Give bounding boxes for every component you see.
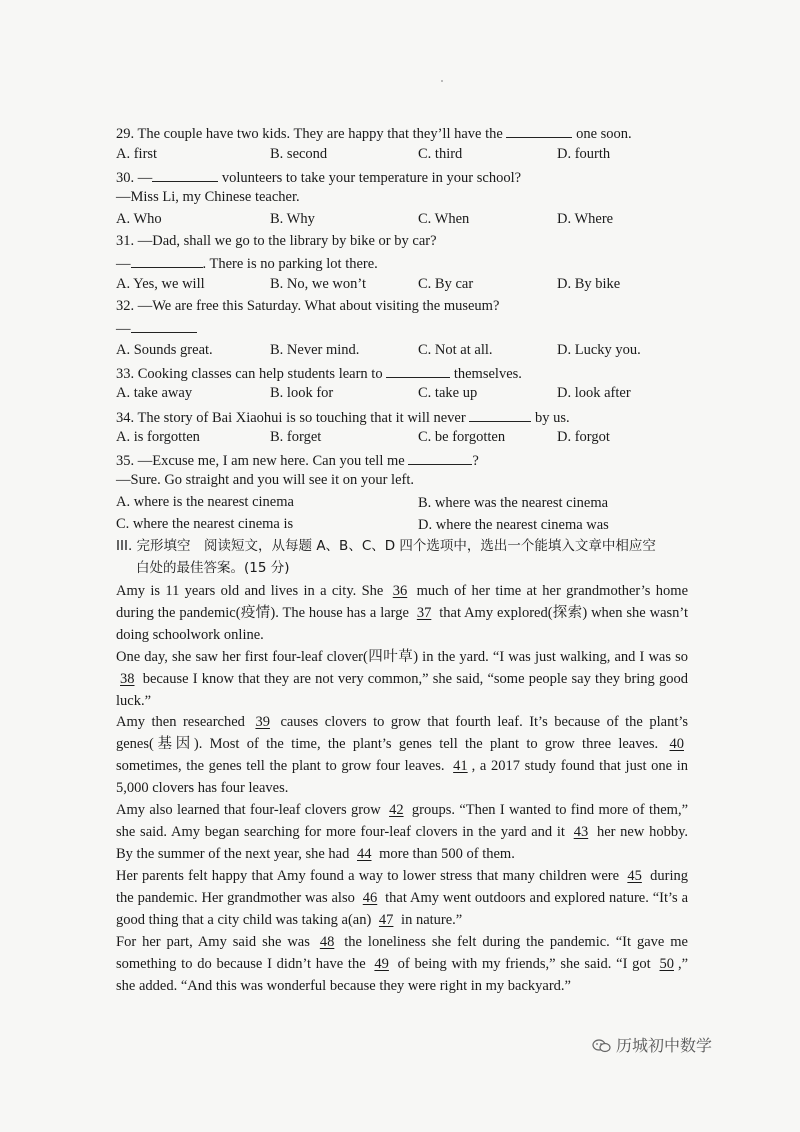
blank-number: 50 [659,956,674,972]
q30-stem-b: volunteers to take your temperature in your school? [221,170,522,186]
blank-number: 45 [627,868,642,884]
option-c: C. third [418,146,463,162]
option-a: A. Who [116,211,162,227]
passage-text: Amy also learned that four-leaf clovers grow [116,802,381,818]
passage-text: in nature.” [401,912,463,928]
q35-stem-a: 35. —Excuse me, I am new here. Can you tell me [116,453,405,469]
passage-text: during the pandemic. Her grandmother was also [116,868,688,906]
passage-text: that Amy went outdoors and explored nature. “It’s a good thing that a city child was taking a(an) [116,890,689,928]
blank-number: 36 [392,583,408,599]
option-a: A. is forgotten [116,429,200,445]
passage-text: because I know that they are not very common,” she said, “some people say they bring good luck.” [116,671,688,709]
blank-number: 41 [453,758,468,774]
section-3-instructions [116,535,686,579]
option-b: B. second [270,146,328,162]
answer-blank [131,253,203,268]
passage-paragraph-1 [116,580,688,646]
option-d: D. forgot [557,429,610,445]
option-c: C. When [418,211,470,227]
option-c: C. take up [418,385,478,401]
passage-text: groups. “Then I wanted to find more of them,” she said. Amy began searching for more four-leaf clovers in the yard and it [116,802,689,840]
q30-stem-a: 30. — [116,170,153,186]
question-32-stem: 32. —We are free this Saturday. What about visiting the museum? [116,298,500,314]
passage-text: Her parents felt happy that Amy found a way to lower stress that many children were [116,868,620,884]
option-a: A. where is the nearest cinema [116,494,294,510]
watermark-text: 历城初中数学 [616,1036,713,1055]
passage-text: the loneliness she felt during the pandemic. “It gave me something to do because I didn’t have the [116,934,688,972]
passage-text: Amy is 11 years old and lives in a city. She [116,583,384,599]
answer-blank [386,363,450,378]
blank-number: 46 [362,890,378,906]
option-d: D. where the nearest cinema was [418,517,609,533]
blank-number: 42 [389,802,404,818]
passage-text: much of her time at her grandmother’s home during the pandemic(疫情). The house has a large [116,583,689,621]
question-35-stem [116,450,479,470]
option-a: A. take away [116,385,193,401]
q34-stem-b: by us. [534,410,570,426]
q32-reply [116,318,197,338]
answer-blank [506,123,572,138]
passage-text: of being with my friends,” she said. “I got [397,956,651,972]
q34-stem-a: 34. The story of Bai Xiaohui is so touching that it will never [116,410,466,426]
blank-number: 49 [374,956,389,972]
option-d: D. Where [557,211,614,227]
blank-number: 37 [416,605,432,621]
question-33-stem [116,363,522,383]
q29-stem-b: one soon. [576,126,632,142]
option-c: C. Not at all. [418,342,493,358]
option-a: A. Sounds great. [116,342,213,358]
option-b: B. look for [270,385,334,401]
passage-paragraph-5 [116,865,688,931]
wechat-icon [592,1039,612,1053]
passage-paragraph-6 [116,931,688,997]
blank-number: 39 [255,714,270,730]
scan-speck [441,80,443,82]
passage-text: causes clovers to grow that fourth leaf. It’s because of the plant’s genes(基因). Most of the time, the plant’s genes tell the plant to grow three leaves. [116,714,689,752]
blank-number: 38 [120,671,135,687]
question-31-stem: 31. —Dad, shall we go to the library by bike or by car? [116,233,437,249]
option-a: A. Yes, we will [116,276,205,292]
passage-text: , a 2017 study found that just one in 5,000 clovers has four leaves. [116,758,689,796]
q31-reply-a: — [116,256,131,272]
option-b: B. forget [270,429,322,445]
answer-blank [152,167,218,182]
question-29-stem [116,123,632,143]
answer-blank [408,450,472,465]
question-30-stem [116,167,521,187]
passage-text: For her part, Amy said she was [116,934,310,950]
blank-number: 48 [319,934,335,950]
option-c: C. By car [418,276,474,292]
option-b: B. Never mind. [270,342,360,358]
answer-blank [131,318,197,333]
option-d: D. Lucky you. [557,342,641,358]
option-d: D. look after [557,385,631,401]
section-3-line-1: III. 完形填空 阅读短文，从每题 A、B、C、D 四个选项中，选出一个能填入文章中相应空 [116,538,656,554]
section-3-line-2: 白处的最佳答案。(15 分) [136,560,290,576]
passage-text: her new hobby. By the summer of the next year, she had [116,824,689,862]
q30-reply: —Miss Li, my Chinese teacher. [116,189,300,205]
passage-text: ,” she added. “And this was wonderful because they were right in my backyard.” [116,956,689,994]
option-d: D. fourth [557,146,611,162]
watermark [592,1033,712,1056]
q33-stem-a: 33. Cooking classes can help students learn to [116,366,383,382]
passage-text: that Amy explored(探索) when she wasn’t doing schoolwork online. [116,605,689,643]
option-d: D. By bike [557,276,621,292]
q31-reply [116,253,378,273]
option-a: A. first [116,146,158,162]
q31-reply-b: . There is no parking lot there. [202,256,378,272]
blank-number: 43 [573,824,589,840]
blank-number: 47 [378,912,394,928]
passage-paragraph-2 [116,646,688,712]
option-b: B. where was the nearest cinema [418,495,609,511]
passage-paragraph-4 [116,799,688,865]
q35-stem-b: ? [472,453,479,469]
q33-stem-b: themselves. [453,366,522,382]
q35-reply: —Sure. Go straight and you will see it on your left. [116,472,415,488]
option-b: B. Why [270,211,315,227]
option-b: B. No, we won’t [270,276,366,292]
q29-stem-a: 29. The couple have two kids. They are happy that they’ll have the [116,126,503,142]
option-c: C. be forgotten [418,429,506,445]
passage-text: Amy then researched [116,714,245,730]
answer-blank [469,407,531,422]
passage-text: more than 500 of them. [379,846,515,862]
blank-number: 44 [357,846,372,862]
option-c: C. where the nearest cinema is [116,516,294,532]
passage-text: sometimes, the genes tell the plant to grow four leaves. [116,758,445,774]
passage-paragraph-3 [116,711,688,799]
passage-text: One day, she saw her first four-leaf clover(四叶草) in the yard. “I was just walking, and I was so [116,649,688,665]
q32-reply-dash: — [116,321,131,337]
question-34-stem [116,407,570,427]
blank-number: 40 [669,736,684,752]
